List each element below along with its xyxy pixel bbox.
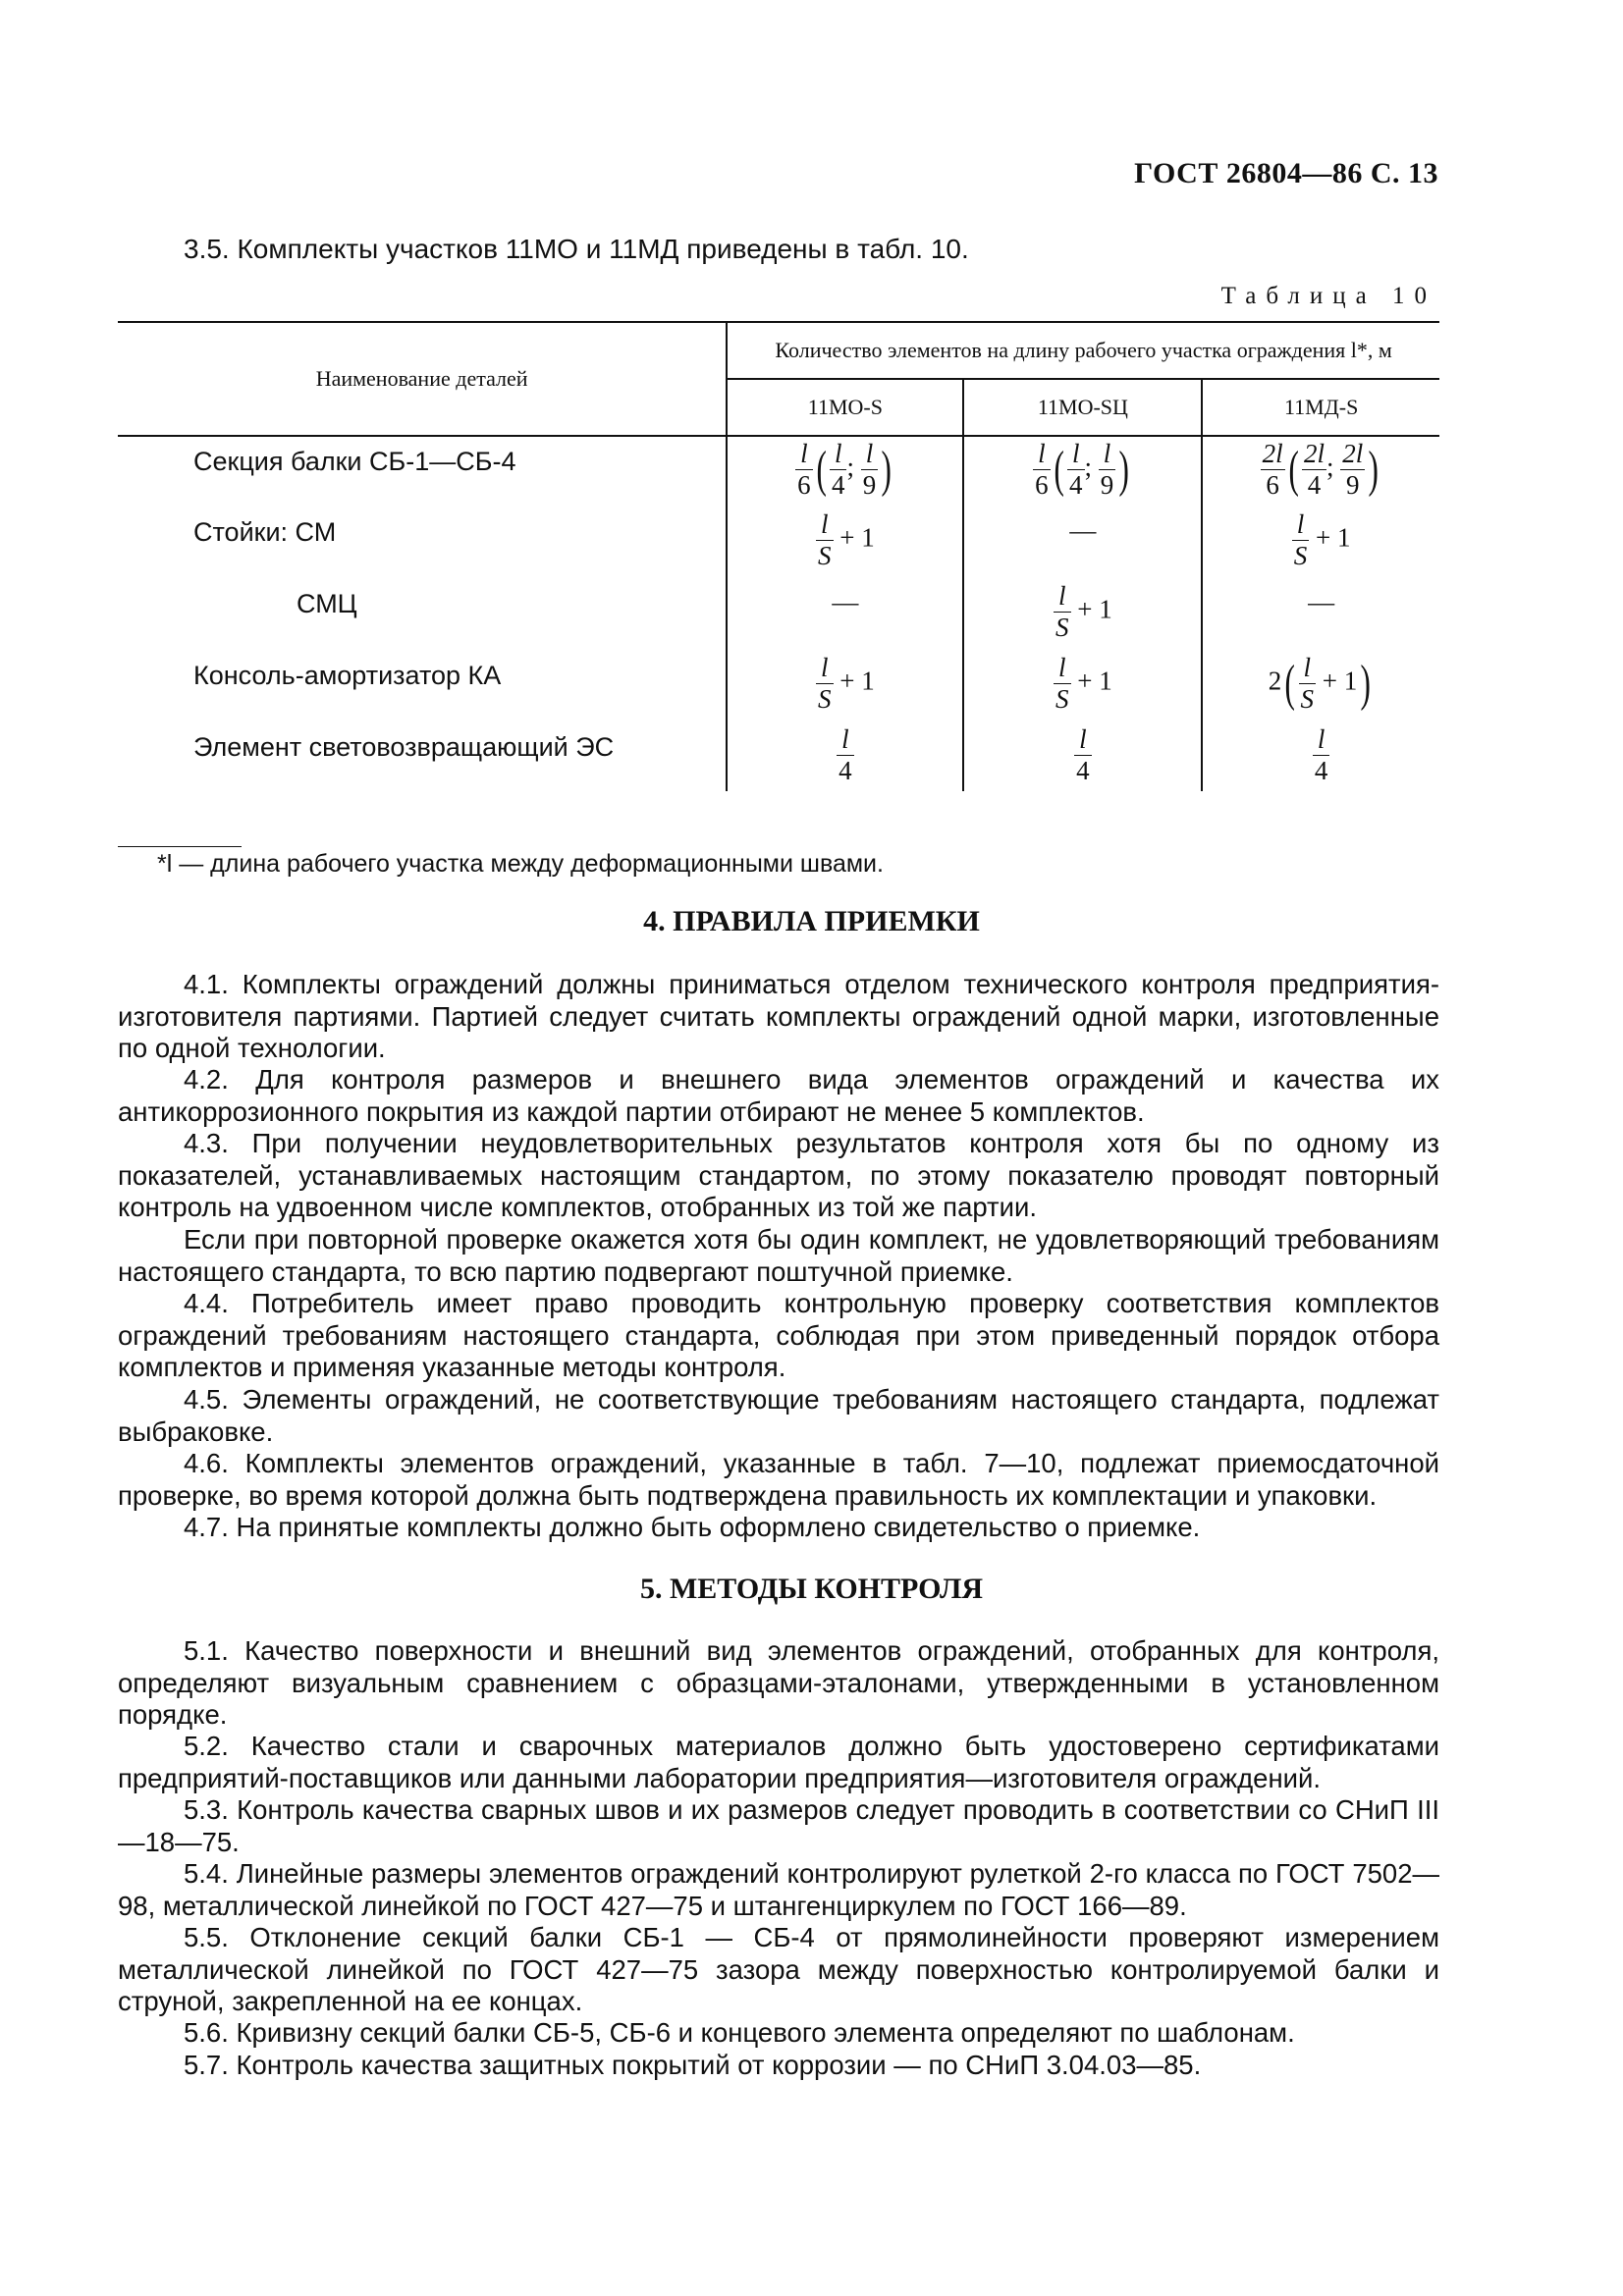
formula-cell: — [727,579,963,651]
formula-cell: $\frac{2l}{6}$ ( $\frac{2l}{4}$ ; $\frac{2l}{9}$ ) [1262,439,1380,500]
paragraph-5-7: 5.7. Контроль качества защитных покрытий от коррозии — по СНиП 3.04.03—85. [184,2050,1202,2080]
col-header-11md-s: 11МД-S [1202,379,1439,436]
page-header: ГОСТ 26804—86 С. 13 [1134,157,1438,189]
formula-cell: 2( $\frac{l}{S}$ + 1) [1268,653,1372,714]
formula-cell: $\frac{l}{S}$ + 1 [727,651,963,722]
paragraph-4-2: 4.2. Для контроля размеров и внешнего вида элементов ограждений и качества их антикоррозионного покрытия из каждой партии отбирают не менее 5 комплектов. [118,1064,1439,1127]
formula-cell: $\frac{l}{6}$ ( $\frac{l}{4}$ ; $\frac{l}{9}$ ) [727,436,963,507]
col-header-11mo-s: 11МО-S [727,379,963,436]
intro-paragraph: 3.5. Комплекты участков 11МО и 11МД приведены в табл. 10. [184,234,969,264]
formula-cell: $\frac{l}{S}$ + 1 [963,579,1202,651]
formula-cell: $\frac{l}{S}$ + 1 [1293,509,1351,570]
paragraph-5-4: 5.4. Линейные размеры элементов ограждений контролируют рулеткой 2-го класса по ГОСТ 7502—98, металлической линейкой по ГОСТ 427—75 и штангенциркулем по ГОСТ 166—89. [118,1858,1439,1921]
section-4-title: 4. ПРАВИЛА ПРИЕМКИ [643,905,980,937]
section-5-title: 5. МЕТОДЫ КОНТРОЛЯ [639,1573,984,1605]
paragraph-5-3: 5.3. Контроль качества сварных швов и их размеров следует проводить в соответствии со СНиП III—18—75. [118,1794,1439,1857]
col-header-name: Наименование деталей [118,322,727,436]
paragraph-5-5: 5.5. Отклонение секций балки СБ-1 — СБ-4 от прямолинейности проверяют измерением металлической линейкой по ГОСТ 427—75 зазора между поверхностью контролируемой балки и струной, закрепленной на ее концах. [118,1922,1439,2016]
paragraph-4-7: 4.7. На принятые комплекты должно быть оформлено свидетельство о приемке. [184,1512,1201,1542]
formula-cell: $\frac{l}{4}$ [1314,724,1328,785]
formula-cell: $\frac{l}{4}$ [963,722,1202,791]
paragraph-5-1: 5.1. Качество поверхности и внешний вид элементов ограждений, отобранных для контроля, определяют визуальным сравнением с образцами-эталонами, утвержденными в установленном порядке. [118,1635,1439,1730]
paragraph-4-3: 4.3. При получении неудовлетворительных результатов контроля хотя бы по одному из показателей, устанавливаемых настоящим стандартом, по этому показателю проводят повторный контроль на удвоенном числе комплектов, отобранных из той же партии. [118,1128,1439,1222]
row-name: СМЦ [118,579,727,651]
paragraph-5-6: 5.6. Кривизну секций балки СБ-5, СБ-6 и концевого элемента определяют по шаблонам. [184,2017,1295,2048]
table-row [118,507,1439,579]
paragraph-4-3-cont: Если при повторной проверке окажется хотя бы один комплект, не удовлетворяющий требованиям настоящего стандарта, то всю партию подвергают поштучной приемке. [118,1224,1439,1287]
paragraph-4-1: 4.1. Комплекты ограждений должны приниматься отделом технического контроля предприятия-изготовителя партиями. Партией следует считать комплекты ограждений одной марки, изготовленные по одной технологии. [118,969,1439,1063]
formula-cell: — [963,507,1202,579]
row-name: Элемент световозвращающий ЭС [118,722,727,791]
formula-cell: $\frac{l}{4}$ [727,722,963,791]
col-header-group: Количество элементов на длину рабочего участка ограждения l*, м [727,322,1439,379]
formula-cell: $\frac{l}{S}$ + 1 [727,507,963,579]
table-row [118,436,1439,507]
components-table [118,321,1439,791]
table-row [118,722,1439,791]
formula-cell: $\frac{l}{S}$ + 1 [963,651,1202,722]
table-footnote: *l — длина рабочего участка между деформационными швами. [157,850,884,878]
paragraph-5-2: 5.2. Качество стали и сварочных материалов должно быть удостоверено сертификатами предприятий-поставщиков или данными лаборатории предприятия—изготовителя ограждений. [118,1731,1439,1793]
footnote-divider [118,846,242,847]
paragraph-4-5: 4.5. Элементы ограждений, не соответствующие требованиям настоящего стандарта, подлежат выбраковке. [118,1384,1439,1447]
row-name: Стойки: СМ [118,507,727,579]
row-name: Консоль-амортизатор КА [118,651,727,722]
table-row [118,651,1439,722]
formula-cell: $\frac{l}{6}$ ( $\frac{l}{4}$ ; $\frac{l}{9}$ ) [963,436,1202,507]
col-header-11mo-sc: 11МО-SЦ [963,379,1202,436]
paragraph-4-6: 4.6. Комплекты элементов ограждений, указанные в табл. 7—10, подлежат приемосдаточной проверке, во время которой должна быть подтверждена правильность их комплектации и упаковки. [118,1448,1439,1511]
formula-cell: — [1308,587,1335,616]
table-caption: Таблица 10 [1220,283,1436,309]
table-row [118,579,1439,651]
paragraph-4-4: 4.4. Потребитель имеет право проводить контрольную проверку соответствия комплектов ограждений требованиям настоящего стандарта, соблюдая при этом приведенный порядок отбора комплектов и применяя указанные методы контроля. [118,1288,1439,1382]
row-name: Секция балки СБ-1—СБ-4 [118,436,727,507]
